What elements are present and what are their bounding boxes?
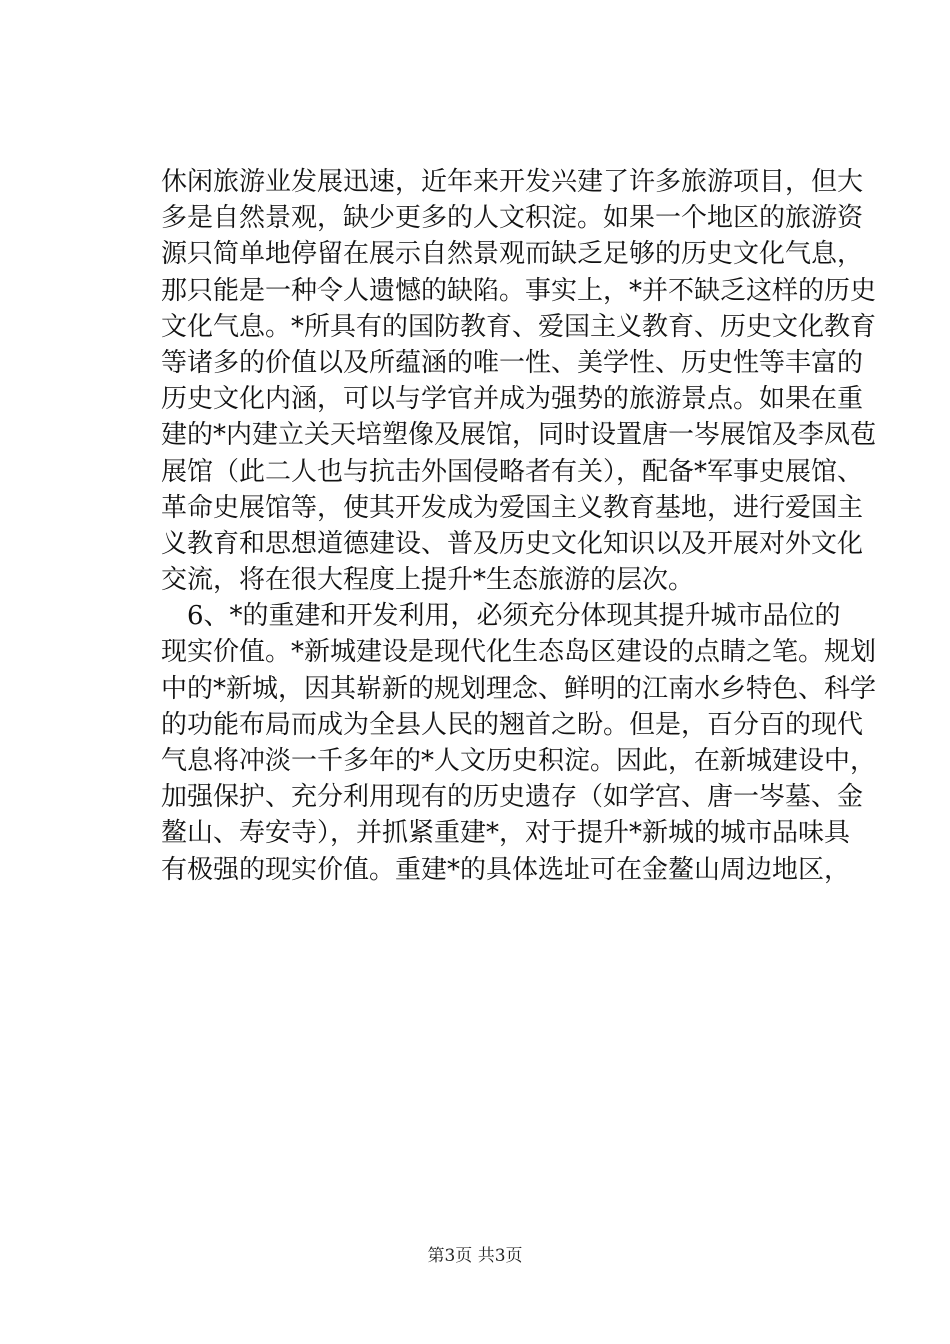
page-footer: 第3页 共3页 [427,1246,523,1266]
text-line: 义教育和思想道德建设、普及历史文化知识以及开展对外文化 [161,528,864,559]
text-line: 历史文化内涵，可以与学官并成为强势的旅游景点。如果在重 [161,384,864,415]
text-line: 源只简单地停留在展示自然景观而缺乏足够的历史文化气息， [161,239,864,270]
text-line: 的功能布局而成为全县人民的翘首之盼。但是，百分百的现代 [161,709,864,740]
text-line: 加强保护、充分利用现有的历史遗存（如学宫、唐一岑墓、金 [161,782,864,813]
text-line: 多是自然景观，缺少更多的人文积淀。如果一个地区的旅游资 [161,203,864,234]
text-line: 建的*内建立关天培塑像及展馆，同时设置唐一岑展馆及李凤苞 [161,420,877,451]
text-line: 革命史展馆等，使其开发成为爱国主义教育基地，进行爱国主 [161,492,864,523]
text-line: 6、*的重建和开发利用，必须充分体现其提升城市品位的 [187,601,841,632]
text-line: 那只能是一种令人遗憾的缺陷。事实上，*并不缺乏这样的历史 [161,275,877,306]
document-body [161,164,877,888]
text-line: 中的*新城，因其崭新的规划理念、鲜明的江南水乡特色、科学 [161,673,877,704]
text-line: 现实价值。*新城建设是现代化生态岛区建设的点睛之笔。规划 [161,637,877,668]
text-line: 休闲旅游业发展迅速，近年来开发兴建了许多旅游项目，但大 [161,167,864,197]
text-line: 展馆（此二人也与抗击外国侵略者有关），配备*军事史展馆、 [161,456,864,487]
text-line: 气息将冲淡一千多年的*人文历史积淀。因此，在新城建设中， [161,746,877,776]
text-line: 有极强的现实价值。重建*的具体选址可在金鳌山周边地区， [161,854,851,885]
text-line: 交流，将在很大程度上提升*生态旅游的层次。 [161,565,695,596]
text-line: 文化气息。*所具有的国防教育、爱国主义教育、历史文化教育 [161,311,877,342]
text-line: 鳌山、寿安寺），并抓紧重建*，对于提升*新城的城市品味具 [161,818,851,849]
text-line: 等诸多的价值以及所蕴涵的唯一性、美学性、历史性等丰富的 [161,347,864,378]
